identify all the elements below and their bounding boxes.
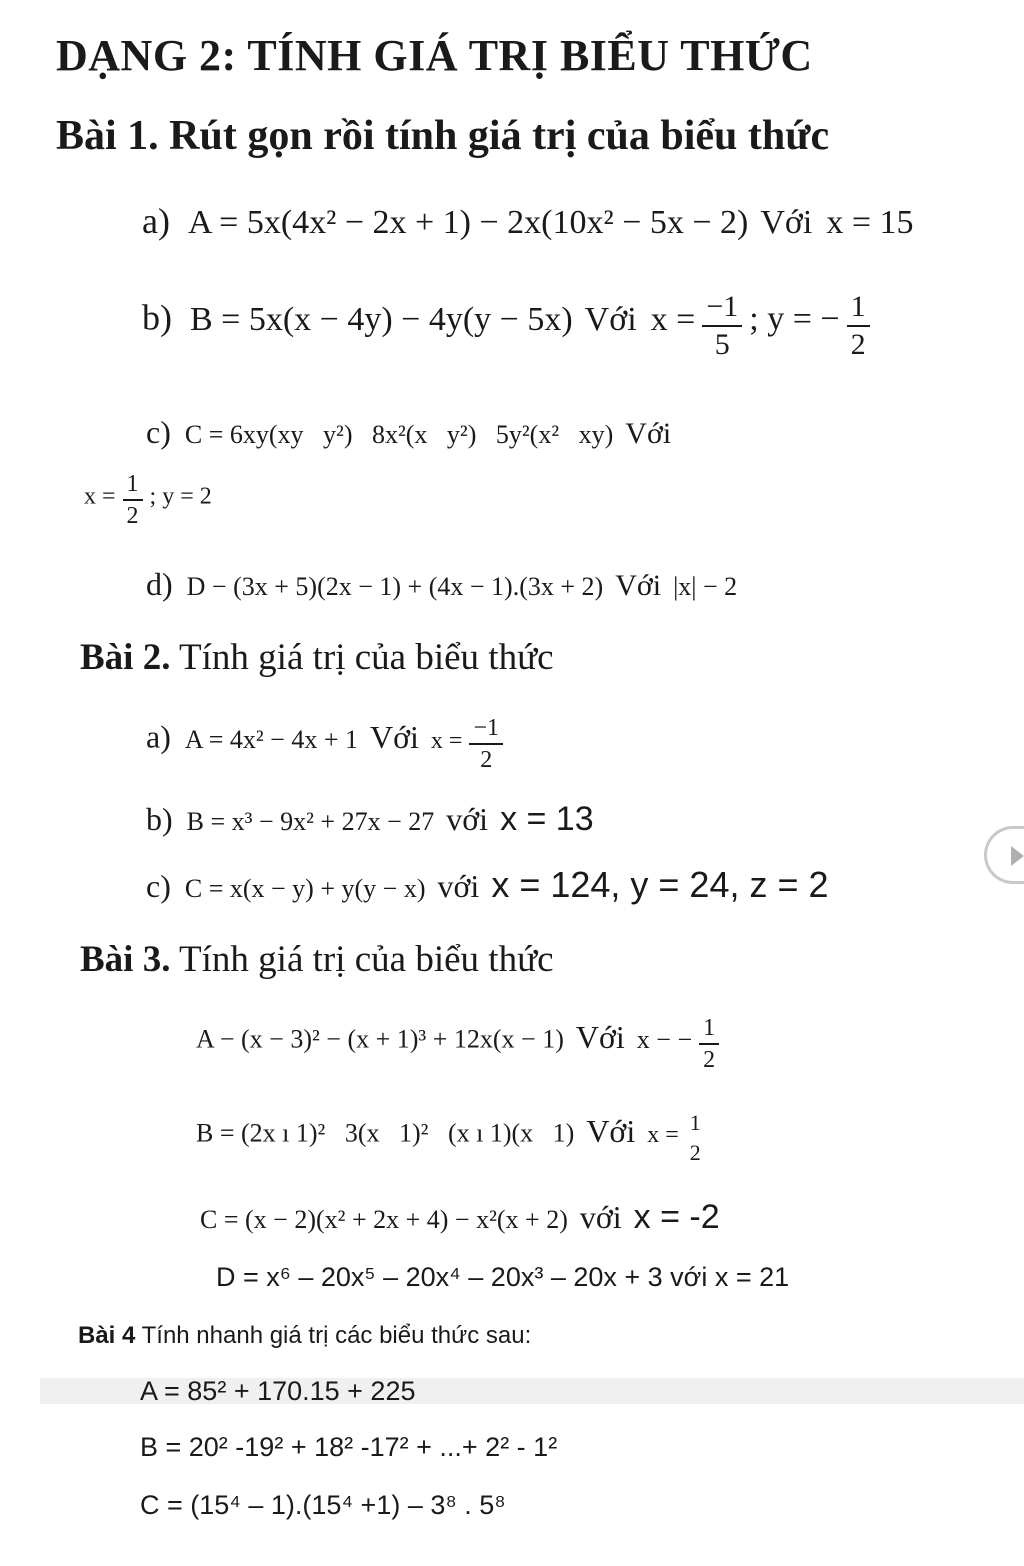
bai3-A-expr: A − (x − 3)² − (x + 1)³ + 12x(x − 1) [196, 1024, 564, 1054]
bai4-heading [78, 1322, 531, 1350]
bai3-B-cond-pre: x = [647, 1121, 679, 1148]
denominator: 2 [850, 328, 866, 361]
bai2-a-with: Với [370, 718, 419, 755]
bai1-c-with: Với [625, 417, 672, 450]
bai3-B [196, 1112, 708, 1164]
bai2-b-cond: x = 13 [500, 800, 594, 838]
bai1-heading: Bài 1. Rút gọn rồi tính giá trị của biểu thức [56, 113, 830, 159]
bai2-a-expr: A = 4x² − 4x + 1 [184, 724, 358, 754]
bai1-d [146, 566, 737, 603]
bai3-B-frac [686, 1112, 705, 1164]
bai1-d-label: d) [146, 566, 173, 602]
bai1-c-label: c) [146, 414, 171, 450]
bai4-heading-rest: Tính nhanh giá trị các biểu thức sau: [135, 1322, 532, 1349]
denominator: 2 [689, 1140, 701, 1165]
bai3-C-with: với [579, 1199, 622, 1235]
bai1-a-expr: A = 5x(4x² − 2x + 1) − 2x(10x² − 5x − 2) [187, 204, 749, 241]
bai3-A [196, 1016, 722, 1072]
bai1-a [142, 200, 914, 242]
denominator: 2 [703, 1047, 716, 1073]
bai3-C-cond: x = -2 [633, 1198, 720, 1236]
bai2-a [146, 716, 506, 772]
bai3-B-expr: B = (2x ı 1)² 3(x 1)² (x ı 1)(x 1) [196, 1118, 575, 1148]
bai1-d-cond: |x| − 2 [673, 572, 738, 601]
bai1-d-with: Với [615, 569, 662, 602]
numerator: −1 [702, 292, 742, 327]
bai3-D: D = x⁶ – 20x⁵ – 20x⁴ – 20x³ – 20x + 3 với x = 21 [216, 1262, 790, 1292]
bai1-b-expr: B = 5x(x − 4y) − 4y(y − 5x) [190, 300, 573, 338]
numerator: 1 [689, 1110, 701, 1135]
bai1-c-expr: C = 6xy(xy y²) 8x²(x y²) 5y²(x² xy) [184, 420, 614, 449]
bai2-b-label: b) [146, 801, 173, 837]
bai2-c-with: với [437, 868, 480, 904]
bai2-a-cond-pre: x = [430, 727, 463, 754]
numerator: 1 [699, 1016, 719, 1045]
bai3-A-cond-pre: x − − [636, 1024, 693, 1054]
denominator: 2 [480, 747, 493, 773]
bai1-c-frac [123, 472, 143, 528]
numerator: −1 [469, 716, 503, 745]
bai2-heading-rest: Tính giá trị của biểu thức [170, 637, 554, 678]
bai3-A-with: Với [575, 1018, 625, 1055]
bai4-C: C = (15⁴ – 1).(15⁴ +1) – 3⁸ . 5⁸ [140, 1490, 506, 1520]
bai1-a-with: Với [760, 204, 813, 241]
bai4-heading-bold: Bài 4 [78, 1322, 136, 1349]
bai2-heading [80, 636, 554, 679]
bai2-heading-bold: Bài 2. [80, 637, 171, 678]
bai1-b-cond-mid: ; y = − [749, 300, 840, 338]
bai1-b-frac-x [702, 292, 742, 360]
bai1-b-cond-pre: x = [650, 300, 696, 338]
denominator: 2 [126, 503, 139, 529]
bai3-heading-bold: Bài 3. [80, 939, 171, 980]
bai3-C [200, 1198, 720, 1237]
bai2-c-cond: x = 124, y = 24, z = 2 [491, 864, 829, 905]
bai2-c [146, 864, 829, 906]
bai2-b-with: với [446, 801, 489, 837]
bai2-c-label: c) [146, 868, 171, 904]
bai1-b [142, 292, 873, 360]
bai1-d-expr: D − (3x + 5)(2x − 1) + (4x − 1).(3x + 2) [186, 572, 604, 601]
play-icon[interactable] [984, 826, 1024, 884]
bai3-heading [80, 938, 554, 981]
bai2-c-expr: C = x(x − y) + y(y − x) [184, 874, 426, 903]
bai3-heading-rest: Tính giá trị của biểu thức [170, 939, 554, 980]
bai2-b [146, 800, 594, 839]
bai4-A: A = 85² + 170.15 + 225 [140, 1376, 416, 1406]
numerator: 1 [847, 292, 870, 327]
bai1-a-label: a) [142, 201, 170, 241]
bai1-c-cond-pre: x = [84, 483, 116, 510]
bai3-C-expr: C = (x − 2)(x² + 2x + 4) − x²(x + 2) [200, 1205, 568, 1234]
bai4-B: B = 20² -19² + 18² -17² + ...+ 2² - 1² [140, 1432, 558, 1462]
numerator: 1 [123, 472, 143, 501]
bai1-b-label: b) [142, 297, 172, 338]
denominator: 5 [714, 328, 730, 361]
bai1-c [146, 414, 671, 451]
bai3-A-frac [699, 1016, 719, 1072]
bai3-B-with: Với [586, 1112, 636, 1149]
bai2-b-expr: B = x³ − 9x² + 27x − 27 [186, 807, 435, 836]
bai2-a-frac [469, 716, 503, 772]
bai1-a-cond: x = 15 [826, 204, 914, 241]
bai1-b-with: Với [584, 300, 637, 338]
bai2-a-label: a) [146, 718, 171, 755]
page-title: DẠNG 2: TÍNH GIÁ TRỊ BIỂU THỨC [56, 31, 813, 80]
play-triangle [1011, 846, 1024, 866]
bai1-c-cond [84, 472, 212, 528]
bai1-b-frac-y [847, 292, 870, 360]
bai1-c-cond-post: ; y = 2 [149, 483, 212, 510]
